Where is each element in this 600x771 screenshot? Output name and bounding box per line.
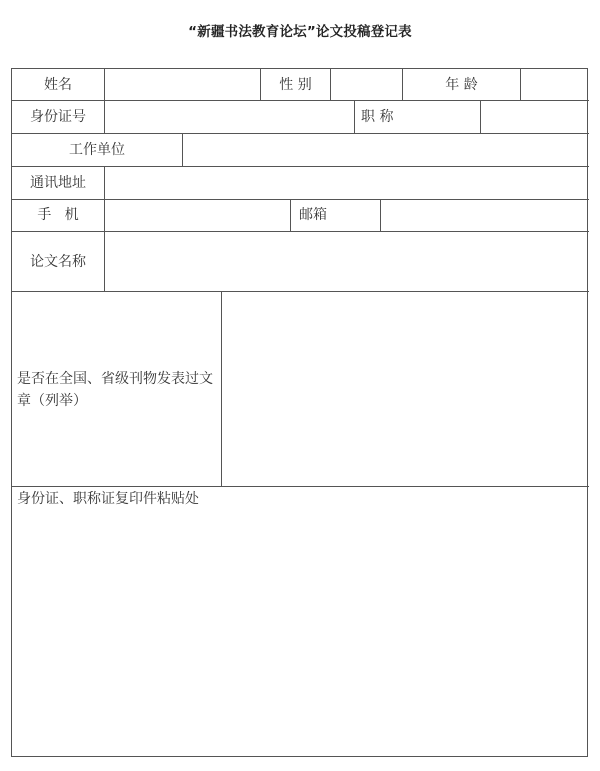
job-title-label: 职 称 bbox=[361, 109, 394, 125]
col-divider bbox=[354, 100, 355, 133]
paper-title-input[interactable] bbox=[105, 232, 587, 291]
phone-input[interactable] bbox=[105, 200, 290, 231]
published-before-label: 是否在全国、省级刊物发表过文章（列举） bbox=[17, 371, 213, 409]
name-input[interactable] bbox=[105, 69, 260, 100]
col-divider bbox=[290, 199, 291, 231]
published-before-input[interactable] bbox=[222, 292, 587, 486]
email-label: 邮箱 bbox=[299, 207, 327, 223]
name-label: 姓名 bbox=[44, 77, 72, 93]
job-title-input[interactable] bbox=[481, 101, 587, 133]
address-input[interactable] bbox=[105, 167, 587, 199]
phone-label: 手 机 bbox=[37, 207, 79, 223]
registration-form-table bbox=[11, 68, 588, 757]
age-input[interactable] bbox=[521, 69, 587, 100]
gender-label: 性 别 bbox=[279, 77, 312, 93]
id-number-input[interactable] bbox=[105, 101, 354, 133]
attachment-area-label: 身份证、职称证复印件粘贴处 bbox=[17, 491, 199, 507]
paper-title-label: 论文名称 bbox=[30, 254, 86, 270]
workplace-input[interactable] bbox=[183, 134, 587, 166]
age-label: 年 龄 bbox=[445, 77, 478, 93]
row-divider bbox=[12, 486, 589, 487]
gender-input[interactable] bbox=[331, 69, 402, 100]
attachment-area[interactable] bbox=[12, 509, 587, 756]
workplace-label: 工作单位 bbox=[69, 142, 125, 158]
address-label: 通讯地址 bbox=[30, 175, 86, 191]
email-input[interactable] bbox=[381, 200, 587, 231]
id-number-label: 身份证号 bbox=[30, 109, 86, 125]
form-title: “新疆书法教育论坛”论文投稿登记表 bbox=[188, 24, 412, 40]
